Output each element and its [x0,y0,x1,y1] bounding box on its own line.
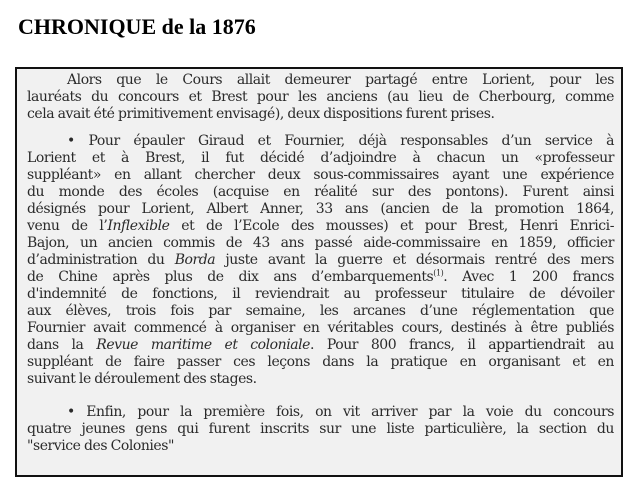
text-line [27,438,614,455]
italic-title: Revue maritime et coloniale [96,337,311,353]
text-line [27,150,614,167]
text-line [27,371,614,388]
text-segment: suppléant» en allant chercher deux sous-commissaires ayant une expérience [27,167,614,183]
text-segment: d’administration du [27,252,175,268]
text-line [27,218,614,235]
text-line [27,201,614,218]
text-segment: de Chine après plus de dix ans d’embarquements [27,269,434,285]
text-segment: "service des Colonies" [27,438,174,454]
text-line [27,133,614,150]
text-line [27,337,614,354]
paragraph-intro [27,72,614,123]
text-segment: cela avait été primitivement envisagé), deux dispositions furent prises. [27,106,495,122]
text-segment: juste avant la guerre et désormais rentré des mers [215,252,614,268]
text-segment: . Pour 800 francs, il appartiendrait au [310,337,614,353]
text-segment: du monde des écoles (acquise en réalité sur des pontons). Furent ainsi [27,184,614,200]
text-segment: venu de l’ [27,218,108,234]
text-line [27,421,614,438]
text-segment: • Enfin, pour la première fois, on vit arriver par la voie du concours [67,404,614,420]
text-line [27,404,614,421]
text-segment: • Pour épauler Giraud et Fournier, déjà responsables d’un service à [67,133,614,149]
text-line [27,235,614,252]
text-segment: et de l’Ecole des mousses) et pour Brest, Henri Enrici- [169,218,614,234]
text-line [27,184,614,201]
text-line [27,72,614,89]
paragraph-professeur-suppleant [27,133,614,388]
text-segment: aux élèves, trois fois par semaine, les arcanes d’une réglementation que [27,303,614,319]
text-segment: dans la [27,337,97,353]
text-segment: Alors que le Cours allait demeurer partagé entre Lorient, pour les [67,72,614,88]
text-segment: Bajon, un ancien commis de 43 ans passé aide-commissaire en 1859, officier [27,235,614,251]
text-segment: Fournier avait commencé à organiser en véritables cours, destinés à être publiés [27,320,614,336]
page-title: CHRONIQUE de la 1876 [18,14,256,39]
italic-title: Borda [174,252,216,268]
text-box [15,67,623,477]
text-segment: d'indemnité de fonctions, il reviendrait au professeur titulaire de dévoiler [27,286,614,302]
footnote-ref: (1) [433,268,444,278]
text-line [27,286,614,303]
text-segment: suivant le déroulement des stages. [27,371,257,387]
text-line [27,303,614,320]
text-line [27,167,614,184]
text-segment: désignés pour Lorient, Albert Anner, 33 ans (ancien de la promotion 1864, [27,201,614,217]
italic-title: Inflexible [107,218,170,234]
text-line [27,89,614,106]
text-line [27,269,614,286]
text-segment: . Avec 1 200 francs [443,269,615,285]
text-segment: quatre jeunes gens qui furent inscrits sur une liste particulière, la section du [27,421,614,437]
paragraph-service-colonies [27,404,614,455]
text-line [27,252,614,269]
text-line [27,106,614,123]
text-line [27,320,614,337]
text-segment: lauréats du concours et Brest pour les anciens (au lieu de Cherbourg, comme [27,89,614,105]
text-segment: suppléant de faire passer ces leçons dans la pratique en organisant et en [27,354,614,370]
text-segment: Lorient et à Brest, il fut décidé d’adjoindre à chacun un «professeur [27,150,614,166]
text-line [27,354,614,371]
